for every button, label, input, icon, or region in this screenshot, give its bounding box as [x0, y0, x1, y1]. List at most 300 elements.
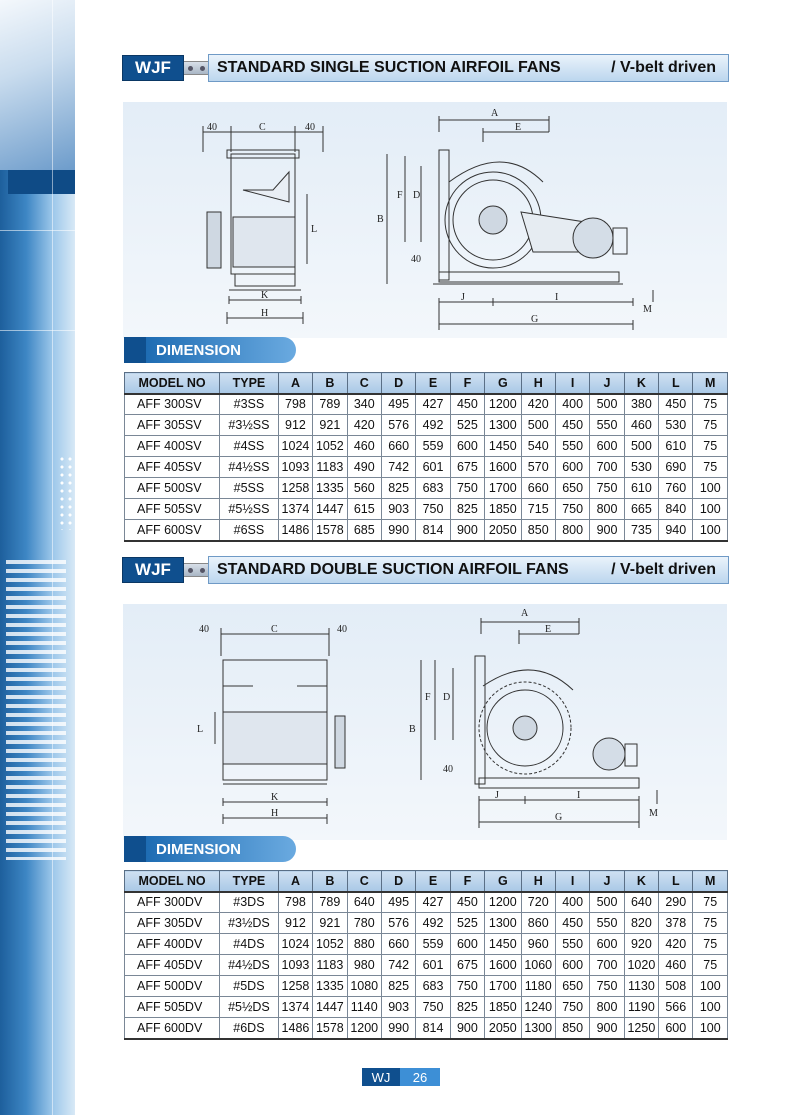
table-cell-e: 559: [416, 934, 450, 955]
table-cell-d: 742: [381, 457, 415, 478]
table-cell-j: 500: [590, 892, 624, 913]
table-row: [125, 478, 728, 499]
table-cell-c: 490: [347, 457, 381, 478]
table-cell-h: 1300: [521, 1018, 555, 1039]
table-cell-j: 900: [590, 520, 624, 541]
dim-label: 40: [207, 122, 217, 133]
table-cell-e: 814: [416, 1018, 450, 1039]
table-cell-d: 495: [381, 892, 415, 913]
dim-label: C: [259, 122, 266, 133]
table-cell-m: 75: [693, 436, 728, 457]
table-cell-model: AFF 405DV: [125, 955, 220, 976]
section-subtitle: / V-belt driven: [611, 561, 716, 578]
table-cell-e: 427: [416, 394, 450, 415]
section-title: STANDARD SINGLE SUCTION AIRFOIL FANS: [217, 59, 561, 76]
section-header-single: [122, 53, 729, 83]
table-cell-b: 1447: [313, 997, 347, 1018]
column-header: TYPE: [220, 871, 279, 892]
table-cell-g: 2050: [485, 1018, 521, 1039]
table-cell-type: #4½SS: [220, 457, 279, 478]
table-cell-f: 525: [450, 913, 484, 934]
table-cell-b: 1183: [313, 955, 347, 976]
double-suction-fan-diagram: [123, 604, 727, 840]
table-cell-j: 750: [590, 976, 624, 997]
table-row: [125, 913, 728, 934]
table-cell-type: #5½SS: [220, 499, 279, 520]
table-cell-d: 903: [381, 499, 415, 520]
table-cell-d: 903: [381, 997, 415, 1018]
table-cell-b: 1052: [313, 934, 347, 955]
table-cell-model: AFF 400SV: [125, 436, 220, 457]
table-cell-e: 492: [416, 415, 450, 436]
table-row: [125, 520, 728, 541]
table-cell-m: 100: [693, 976, 728, 997]
table-cell-l: 508: [659, 976, 693, 997]
table-cell-k: 530: [624, 457, 658, 478]
table-header-row: [125, 373, 728, 394]
table-cell-j: 600: [590, 436, 624, 457]
dimension-block: [124, 836, 146, 862]
table-cell-b: 921: [313, 415, 347, 436]
column-header: K: [624, 373, 658, 394]
table-cell-k: 1250: [624, 1018, 658, 1039]
dim-label: B: [409, 724, 416, 735]
table-cell-i: 550: [555, 436, 589, 457]
table-cell-h: 850: [521, 520, 555, 541]
dim-label: H: [271, 808, 279, 819]
single-suction-fan-diagram: [123, 102, 727, 338]
table-cell-m: 75: [693, 955, 728, 976]
dimension-table-double: [124, 870, 728, 1040]
table-cell-k: 665: [624, 499, 658, 520]
table-row: [125, 394, 728, 415]
column-header: MODEL NO: [125, 373, 220, 394]
table-cell-m: 100: [693, 1018, 728, 1039]
column-header: F: [450, 871, 484, 892]
table-cell-h: 1060: [521, 955, 555, 976]
table-cell-f: 600: [450, 436, 484, 457]
table-cell-f: 675: [450, 457, 484, 478]
column-header: J: [590, 373, 624, 394]
table-row: [125, 436, 728, 457]
table-cell-g: 1600: [485, 457, 521, 478]
column-header: I: [555, 871, 589, 892]
section-tag: WJF: [122, 557, 184, 583]
dim-label: H: [261, 308, 269, 319]
table-cell-b: 1447: [313, 499, 347, 520]
dim-label: J: [495, 790, 499, 801]
table-cell-type: #4SS: [220, 436, 279, 457]
table-cell-k: 1130: [624, 976, 658, 997]
table-cell-d: 660: [381, 436, 415, 457]
table-cell-l: 610: [659, 436, 693, 457]
table-cell-d: 742: [381, 955, 415, 976]
table-cell-g: 1700: [485, 478, 521, 499]
table-cell-a: 1093: [278, 457, 312, 478]
column-header: E: [416, 373, 450, 394]
table-cell-h: 960: [521, 934, 555, 955]
table-cell-g: 1200: [485, 394, 521, 415]
table-cell-m: 75: [693, 934, 728, 955]
table-cell-l: 690: [659, 457, 693, 478]
table-cell-d: 576: [381, 913, 415, 934]
table-cell-m: 100: [693, 478, 728, 499]
table-cell-j: 800: [590, 499, 624, 520]
column-header: M: [693, 373, 728, 394]
table-cell-m: 75: [693, 415, 728, 436]
dim-label: 40: [337, 624, 347, 635]
table-cell-b: 1335: [313, 976, 347, 997]
table-cell-l: 760: [659, 478, 693, 499]
table-cell-e: 601: [416, 955, 450, 976]
dim-label: 40: [305, 122, 315, 133]
table-cell-model: AFF 600DV: [125, 1018, 220, 1039]
table-cell-type: #3SS: [220, 394, 279, 415]
table-cell-g: 1300: [485, 913, 521, 934]
dim-label: B: [377, 214, 384, 225]
table-cell-model: AFF 300DV: [125, 892, 220, 913]
table-cell-d: 825: [381, 976, 415, 997]
dim-label: F: [425, 692, 431, 703]
table-cell-h: 860: [521, 913, 555, 934]
dimension-label: [124, 337, 296, 363]
dimension-table-single: [124, 372, 728, 542]
section-subtitle: / V-belt driven: [611, 59, 716, 76]
table-cell-d: 495: [381, 394, 415, 415]
section-header-double: [122, 555, 729, 585]
table-cell-f: 900: [450, 520, 484, 541]
table-cell-j: 800: [590, 997, 624, 1018]
table-row: [125, 892, 728, 913]
table-cell-k: 920: [624, 934, 658, 955]
table-cell-e: 683: [416, 478, 450, 499]
table-cell-l: 940: [659, 520, 693, 541]
column-header: G: [485, 871, 521, 892]
table-row: [125, 1018, 728, 1039]
table-cell-i: 750: [555, 997, 589, 1018]
dim-label: D: [413, 190, 421, 201]
page-number-value: 26: [400, 1068, 440, 1086]
table-cell-d: 990: [381, 1018, 415, 1039]
table-cell-i: 450: [555, 415, 589, 436]
table-cell-l: 290: [659, 892, 693, 913]
sidebar-band: [8, 170, 75, 194]
table-cell-g: 1200: [485, 892, 521, 913]
sidebar-line: [52, 0, 53, 1115]
table-cell-a: 1374: [278, 499, 312, 520]
column-header: J: [590, 871, 624, 892]
table-cell-l: 840: [659, 499, 693, 520]
table-cell-h: 1180: [521, 976, 555, 997]
table-cell-c: 780: [347, 913, 381, 934]
table-cell-j: 500: [590, 394, 624, 415]
dim-label: 40: [411, 254, 421, 265]
table-cell-b: 789: [313, 892, 347, 913]
table-cell-b: 921: [313, 913, 347, 934]
table-cell-a: 1024: [278, 934, 312, 955]
dimension-text: DIMENSION: [146, 836, 296, 862]
table-cell-k: 1190: [624, 997, 658, 1018]
table-cell-h: 1240: [521, 997, 555, 1018]
table-cell-b: 1052: [313, 436, 347, 457]
table-cell-i: 750: [555, 499, 589, 520]
table-header-row: [125, 871, 728, 892]
sidebar-line: [0, 230, 75, 231]
table-cell-c: 640: [347, 892, 381, 913]
dim-label: A: [491, 108, 499, 119]
table-cell-i: 600: [555, 955, 589, 976]
table-cell-g: 2050: [485, 520, 521, 541]
column-header: D: [381, 871, 415, 892]
table-row: [125, 499, 728, 520]
table-cell-b: 1335: [313, 478, 347, 499]
table-cell-f: 450: [450, 892, 484, 913]
column-header: A: [278, 871, 312, 892]
table-cell-a: 1486: [278, 520, 312, 541]
table-cell-c: 560: [347, 478, 381, 499]
table-cell-m: 100: [693, 520, 728, 541]
dim-label: J: [461, 292, 465, 303]
column-header: C: [347, 373, 381, 394]
column-header: G: [485, 373, 521, 394]
table-cell-b: 1578: [313, 520, 347, 541]
table-cell-k: 460: [624, 415, 658, 436]
table-cell-i: 450: [555, 913, 589, 934]
table-cell-k: 640: [624, 892, 658, 913]
table-cell-c: 420: [347, 415, 381, 436]
table-cell-a: 798: [278, 892, 312, 913]
table-cell-j: 550: [590, 415, 624, 436]
dim-label: E: [545, 624, 552, 635]
table-cell-e: 601: [416, 457, 450, 478]
table-cell-a: 798: [278, 394, 312, 415]
table-cell-type: #3½DS: [220, 913, 279, 934]
page-section-code: WJ: [362, 1068, 400, 1086]
fan-drawing: [123, 102, 727, 338]
connector-icon: [184, 61, 208, 75]
table-cell-d: 576: [381, 415, 415, 436]
column-header: C: [347, 871, 381, 892]
table-cell-l: 450: [659, 394, 693, 415]
table-cell-h: 420: [521, 394, 555, 415]
table-cell-model: AFF 300SV: [125, 394, 220, 415]
column-header: H: [521, 373, 555, 394]
table-cell-model: AFF 500SV: [125, 478, 220, 499]
table-cell-type: #3½SS: [220, 415, 279, 436]
fan-drawing: [123, 604, 727, 836]
table-cell-l: 378: [659, 913, 693, 934]
table-cell-a: 1258: [278, 478, 312, 499]
table-cell-e: 814: [416, 520, 450, 541]
table-cell-d: 990: [381, 520, 415, 541]
table-cell-k: 610: [624, 478, 658, 499]
table-cell-e: 750: [416, 997, 450, 1018]
column-header: TYPE: [220, 373, 279, 394]
dim-label: G: [531, 314, 539, 325]
table-cell-model: AFF 400DV: [125, 934, 220, 955]
table-cell-a: 912: [278, 415, 312, 436]
table-cell-c: 340: [347, 394, 381, 415]
table-cell-e: 683: [416, 976, 450, 997]
table-cell-c: 615: [347, 499, 381, 520]
table-cell-j: 900: [590, 1018, 624, 1039]
table-cell-model: AFF 305DV: [125, 913, 220, 934]
table-cell-model: AFF 505SV: [125, 499, 220, 520]
column-header: MODEL NO: [125, 871, 220, 892]
table-cell-model: AFF 505DV: [125, 997, 220, 1018]
section-tag: WJF: [122, 55, 184, 81]
section-title-bar: [208, 54, 729, 82]
table-cell-m: 75: [693, 892, 728, 913]
table-cell-m: 100: [693, 499, 728, 520]
dim-label: I: [555, 292, 559, 303]
table-row: [125, 955, 728, 976]
column-header: F: [450, 373, 484, 394]
column-header: H: [521, 871, 555, 892]
table-cell-a: 1024: [278, 436, 312, 457]
column-header: M: [693, 871, 728, 892]
dim-label: 40: [443, 764, 453, 775]
table-cell-k: 820: [624, 913, 658, 934]
table-cell-h: 540: [521, 436, 555, 457]
table-row: [125, 976, 728, 997]
table-cell-m: 75: [693, 457, 728, 478]
table-cell-l: 530: [659, 415, 693, 436]
table-cell-e: 750: [416, 499, 450, 520]
table-cell-j: 700: [590, 457, 624, 478]
table-cell-type: #4DS: [220, 934, 279, 955]
table-cell-c: 460: [347, 436, 381, 457]
table-cell-k: 735: [624, 520, 658, 541]
table-cell-c: 685: [347, 520, 381, 541]
table-cell-l: 460: [659, 955, 693, 976]
table-cell-a: 1093: [278, 955, 312, 976]
table-cell-k: 380: [624, 394, 658, 415]
table-cell-a: 1258: [278, 976, 312, 997]
table-cell-i: 400: [555, 892, 589, 913]
connector-icon: [184, 563, 208, 577]
sidebar-dots: [58, 455, 74, 530]
table-cell-f: 900: [450, 1018, 484, 1039]
table-cell-a: 1374: [278, 997, 312, 1018]
table-cell-i: 650: [555, 976, 589, 997]
column-header: I: [555, 373, 589, 394]
dim-label: A: [521, 608, 529, 619]
table-cell-h: 720: [521, 892, 555, 913]
table-row: [125, 415, 728, 436]
table-cell-e: 492: [416, 913, 450, 934]
table-cell-type: #3DS: [220, 892, 279, 913]
table-cell-d: 660: [381, 934, 415, 955]
table-cell-type: #6SS: [220, 520, 279, 541]
table-cell-m: 75: [693, 394, 728, 415]
table-cell-f: 750: [450, 976, 484, 997]
table-cell-g: 1450: [485, 436, 521, 457]
sidebar-line: [0, 330, 75, 331]
dim-label: D: [443, 692, 451, 703]
table-cell-j: 750: [590, 478, 624, 499]
column-header: B: [313, 871, 347, 892]
dim-label: M: [649, 808, 658, 819]
table-cell-e: 559: [416, 436, 450, 457]
table-cell-c: 1080: [347, 976, 381, 997]
table-cell-f: 825: [450, 499, 484, 520]
table-cell-m: 75: [693, 913, 728, 934]
table-cell-i: 550: [555, 934, 589, 955]
table-cell-i: 650: [555, 478, 589, 499]
table-cell-model: AFF 600SV: [125, 520, 220, 541]
table-cell-k: 500: [624, 436, 658, 457]
table-cell-f: 675: [450, 955, 484, 976]
table-cell-i: 400: [555, 394, 589, 415]
table-cell-g: 1300: [485, 415, 521, 436]
page-number: [362, 1068, 440, 1086]
table-cell-l: 420: [659, 934, 693, 955]
table-cell-model: AFF 405SV: [125, 457, 220, 478]
dim-label: L: [311, 224, 318, 235]
table-row: [125, 457, 728, 478]
table-cell-j: 550: [590, 913, 624, 934]
dim-label: I: [577, 790, 581, 801]
table-cell-i: 800: [555, 520, 589, 541]
dim-label: F: [397, 190, 403, 201]
sidebar-photo-top: [0, 0, 75, 170]
dim-label: M: [643, 304, 652, 315]
table-cell-h: 500: [521, 415, 555, 436]
table-cell-g: 1700: [485, 976, 521, 997]
table-cell-m: 100: [693, 997, 728, 1018]
dim-label: K: [261, 290, 269, 301]
column-header: E: [416, 871, 450, 892]
column-header: D: [381, 373, 415, 394]
table-cell-f: 525: [450, 415, 484, 436]
table-cell-type: #5DS: [220, 976, 279, 997]
table-cell-c: 880: [347, 934, 381, 955]
dimension-text: DIMENSION: [146, 337, 296, 363]
column-header: A: [278, 373, 312, 394]
dimension-label: [124, 836, 296, 862]
table-cell-g: 1450: [485, 934, 521, 955]
table-cell-f: 600: [450, 934, 484, 955]
table-cell-k: 1020: [624, 955, 658, 976]
table-cell-i: 850: [555, 1018, 589, 1039]
table-cell-g: 1850: [485, 499, 521, 520]
column-header: L: [659, 373, 693, 394]
table-cell-d: 825: [381, 478, 415, 499]
table-cell-g: 1600: [485, 955, 521, 976]
dimension-block: [124, 337, 146, 363]
table-cell-c: 1140: [347, 997, 381, 1018]
table-cell-e: 427: [416, 892, 450, 913]
section-title-bar: [208, 556, 729, 584]
column-header: K: [624, 871, 658, 892]
dim-label: C: [271, 624, 278, 635]
table-cell-b: 1183: [313, 457, 347, 478]
table-cell-h: 660: [521, 478, 555, 499]
table-cell-a: 912: [278, 913, 312, 934]
table-cell-h: 715: [521, 499, 555, 520]
table-cell-l: 566: [659, 997, 693, 1018]
table-cell-type: #6DS: [220, 1018, 279, 1039]
table-cell-f: 750: [450, 478, 484, 499]
table-cell-b: 1578: [313, 1018, 347, 1039]
table-cell-b: 789: [313, 394, 347, 415]
table-cell-f: 450: [450, 394, 484, 415]
table-cell-h: 570: [521, 457, 555, 478]
table-cell-i: 600: [555, 457, 589, 478]
table-row: [125, 997, 728, 1018]
table-cell-g: 1850: [485, 997, 521, 1018]
